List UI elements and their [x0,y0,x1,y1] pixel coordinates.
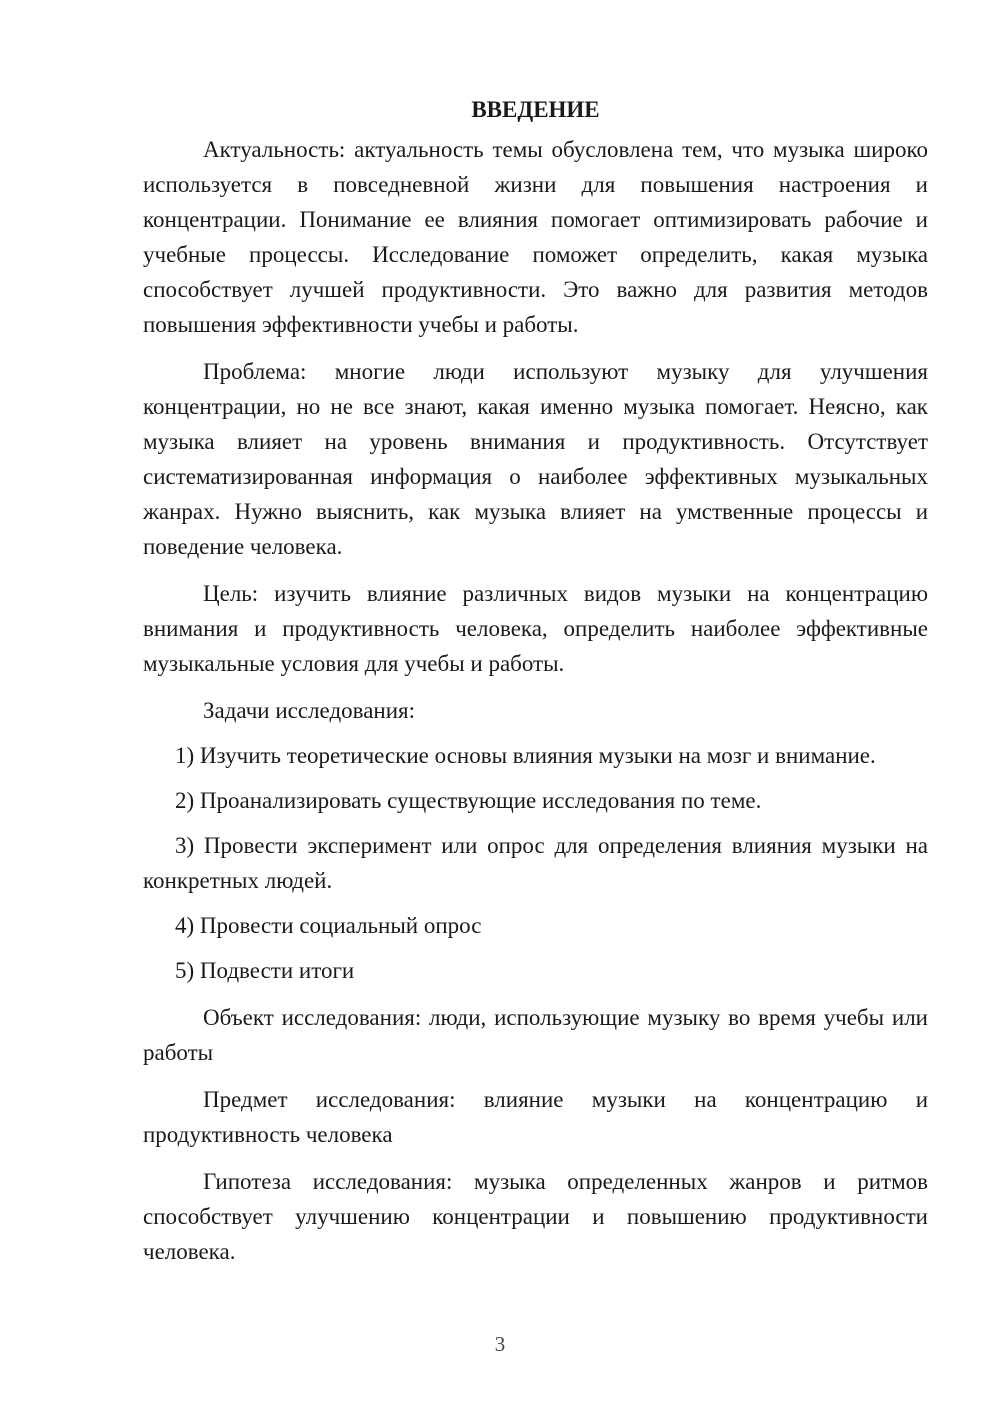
subject-paragraph: Предмет исследования: влияние музыки на концентрацию и продуктивность человека [143,1087,928,1147]
page-number: 3 [494,1332,506,1356]
hypothesis-paragraph: Гипотеза исследования: музыка определенных жанров и ритмов способствует улучшению концентрации и повышению продуктивности человека. [143,1169,928,1264]
task-item-4: 4) Провести социальный опрос [175,913,482,938]
object-paragraph: Объект исследования: люди, использующие музыку во время учебы или работы [143,1005,928,1065]
task-item-5: 5) Подвести итоги [175,958,355,983]
document-body [143,92,928,1269]
task-item-1: 1) Изучить теоретические основы влияния музыки на мозг и внимание. [175,743,876,768]
section-title: ВВЕДЕНИЕ [471,97,600,122]
relevance-paragraph: Актуальность: актуальность темы обусловлена тем, что музыка широко используется в повседневной жизни для повышения настроения и концентрации. Понимание ее влияния помогает оптимизировать рабочие и учебные процессы. Исследование поможет определить, какая музыка способствует лучшей продуктивности. Это важно для развития методов повышения эффективности учебы и работы. [143,137,928,337]
task-item-3: 3) Провести эксперимент или опрос для определения влияния музыки на конкретных людей. [143,833,928,893]
goal-paragraph: Цель: изучить влияние различных видов музыки на концентрацию внимания и продуктивность человека, определить наиболее эффективные музыкальные условия для учебы и работы. [143,581,928,676]
tasks-heading: Задачи исследования: [203,698,416,723]
task-item-2: 2) Проанализировать существующие исследования по теме. [175,788,762,813]
problem-paragraph: Проблема: многие люди используют музыку для улучшения концентрации, но не все знают, какая именно музыка помогает. Неясно, как музыка влияет на уровень внимания и продуктивность. Отсутствует систематизированная информация о наиболее эффективных музыкальных жанрах. Нужно выяснить, как музыка влияет на умственные процессы и поведение человека. [143,359,928,559]
